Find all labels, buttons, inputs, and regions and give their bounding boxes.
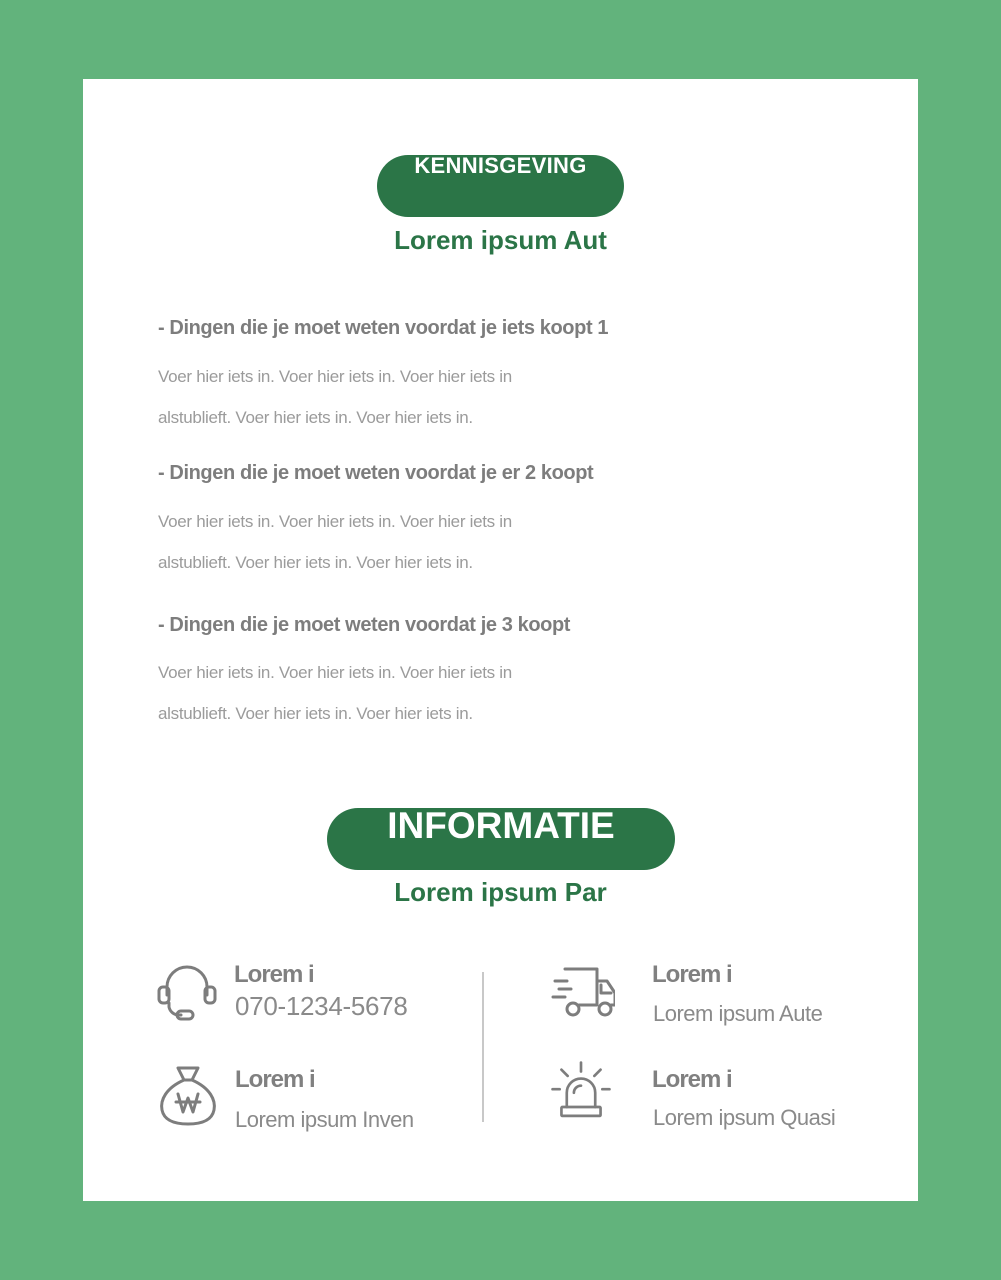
info-value-3: Lorem ipsum Inven (235, 1107, 414, 1132)
alarm-siren-icon (549, 1059, 613, 1123)
notice-item-2-body (158, 501, 678, 583)
notice-item-1-title: - Dingen die je moet weten voordat je iets koopt 1 (158, 317, 609, 339)
notice-item-1-body-line2: alstublieft. Voer hier iets in. Voer hier iets in. (158, 408, 473, 427)
info-value-4: Lorem ipsum Quasi (653, 1105, 836, 1130)
info-badge: INFORMATIE (327, 808, 675, 870)
info-value-1: 070-1234-5678 (235, 991, 408, 1021)
info-label-4: Lorem i (652, 1066, 732, 1093)
info-value-2: Lorem ipsum Aute (653, 1001, 823, 1026)
notice-subtitle: Lorem ipsum Aut (394, 225, 607, 255)
info-label-1: Lorem i (234, 961, 314, 988)
info-divider (482, 972, 484, 1122)
notice-item-2-title: - Dingen die je moet weten voordat je er 2 koopt (158, 462, 594, 484)
notice-badge: KENNISGEVING (377, 155, 624, 217)
money-bag-won-icon (156, 1064, 220, 1128)
notice-item-2-body-line2: alstublieft. Voer hier iets in. Voer hier iets in. (158, 553, 473, 572)
notice-item-3-body-line2: alstublieft. Voer hier iets in. Voer hier iets in. (158, 704, 473, 723)
delivery-truck-icon (551, 959, 615, 1023)
notice-item-1-body-line1: Voer hier iets in. Voer hier iets in. Voer hier iets in (158, 367, 512, 386)
notice-item-2-body-line1: Voer hier iets in. Voer hier iets in. Voer hier iets in (158, 512, 512, 531)
notice-card (83, 79, 918, 1201)
notice-item-3-title: - Dingen die je moet weten voordat je 3 koopt (158, 614, 571, 636)
info-label-2: Lorem i (652, 961, 732, 988)
notice-item-3-body-line1: Voer hier iets in. Voer hier iets in. Voer hier iets in (158, 663, 512, 682)
notice-item-1-body (158, 356, 678, 438)
headset-icon (155, 961, 219, 1025)
notice-item-3-body (158, 652, 678, 734)
info-label-3: Lorem i (235, 1066, 315, 1093)
info-subtitle: Lorem ipsum Par (394, 877, 607, 907)
